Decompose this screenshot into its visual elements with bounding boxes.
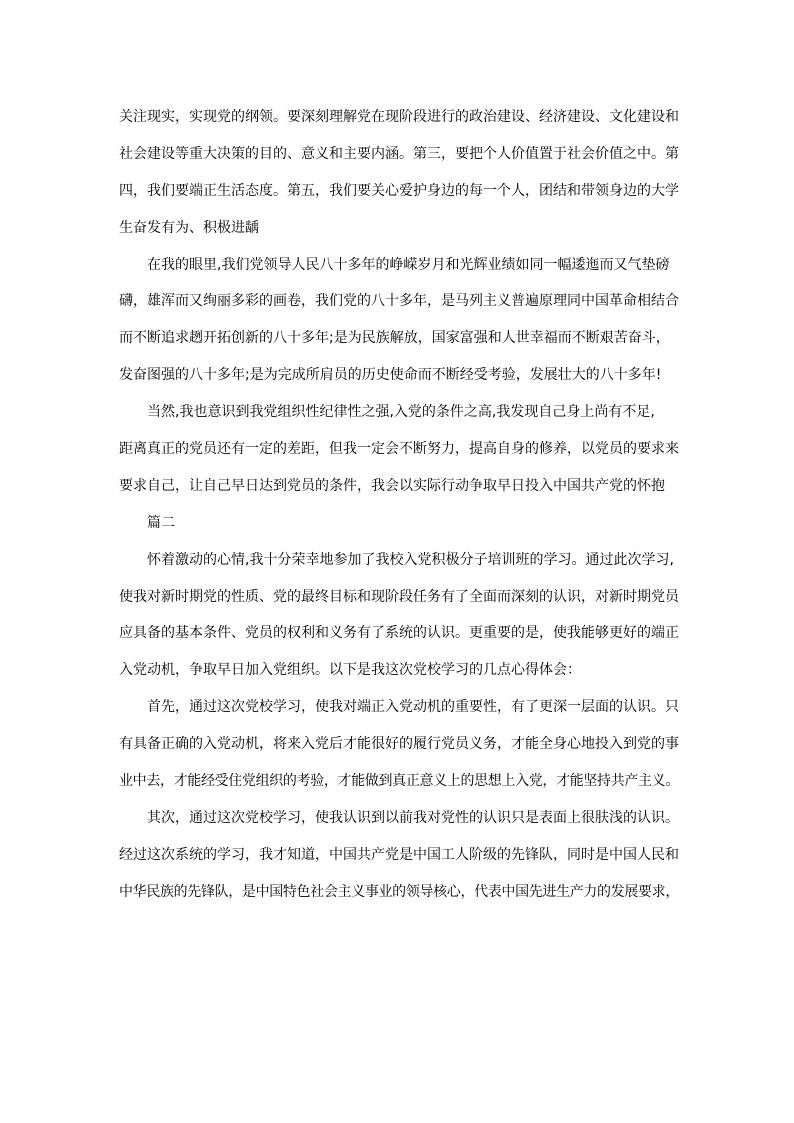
text-line: 有具备正确的入党动机，将来入党后才能很好的履行党员义务，才能全身心地投入到党的事: [119, 736, 679, 753]
text-line: 业中去，才能经受住党组织的考验，才能做到真正意义上的思想上入党，才能坚持共产主义。: [119, 773, 679, 790]
text-line: 其次，通过这次党校学习，使我认识到以前我对党性的认识只是表面上很肤浅的认识。: [147, 809, 679, 826]
text-line: 应具备的基本条件、党员的权利和义务有了系统的认识。更重要的是，使我能够更好的端正: [119, 625, 679, 642]
text-line: 要求自己，让自己早日达到党员的条件，我会以实际行动争取早日投入中国共产党的怀抱: [119, 477, 665, 494]
text-line: 怀着激动的心情,我十分荣幸地参加了我校入党积极分子培训班的学习。通过此次学习,: [147, 551, 674, 568]
text-line: 社会建设等重大决策的目的、意义和主要内涵。第三，要把个人价值置于社会价值之中。第: [119, 145, 679, 162]
text-line: 篇二: [147, 514, 175, 531]
text-line: 经过这次系统的学习，我才知道，中国共产党是中国工人阶级的先锋队，同时是中国人民和: [119, 846, 679, 863]
text-line: 关注现实，实现党的纲领。要深刻理解党在现阶段进行的政治建设、经济建设、文化建设和: [119, 109, 679, 125]
text-line: 发奋图强的八十多年;是为完成所肩员的历史使命而不断经受考验，发展壮大的八十多年!: [119, 367, 662, 384]
document-body: [119, 103, 679, 915]
text-line: 当然,我也意识到我党组织性纪律性之强,入党的条件之高,我发现自己身上尚有不足,: [147, 404, 655, 421]
text-line: 礴，雄浑而又绚丽多彩的画卷，我们党的八十多年，是马列主义普遍原理同中国革命相结合: [119, 293, 679, 310]
text-line: 中华民族的先锋队，是中国特色社会主义事业的领导核心，代表中国先进生产力的发展要求，: [119, 883, 679, 900]
text-line: 首先，通过这次党校学习，使我对端正入党动机的重要性，有了更深一层面的认识。只: [147, 699, 679, 716]
text-line: 而不断追求趔开拓创新的八十多年;是为民族解放，国家富强和人世幸福而不断艰苦奋斗，: [119, 330, 670, 347]
text-line: 四，我们要端正生活态度。第五，我们要关心爱护身边的每一个人，团结和带领身边的大学: [119, 182, 679, 199]
text-line: 距离真正的党员还有一定的差距，但我一定会不断努力，提高自身的修养，以党员的要求来: [119, 441, 679, 458]
text-line: 入党动机，争取早日加入党组织。以下是我这次党校学习的几点心得体会：: [119, 662, 581, 679]
text-line: 在我的眼里,我们党领导人民八十多年的峥嵘岁月和光辉业绩如同一幅逶迤而又气垫磅: [147, 256, 670, 273]
text-line: 生奋发有为、积极进龋: [119, 219, 259, 236]
text-line: 使我对新时期党的性质、党的最终目标和现阶段任务有了全面而深刻的认识，对新时期党员: [119, 588, 679, 605]
